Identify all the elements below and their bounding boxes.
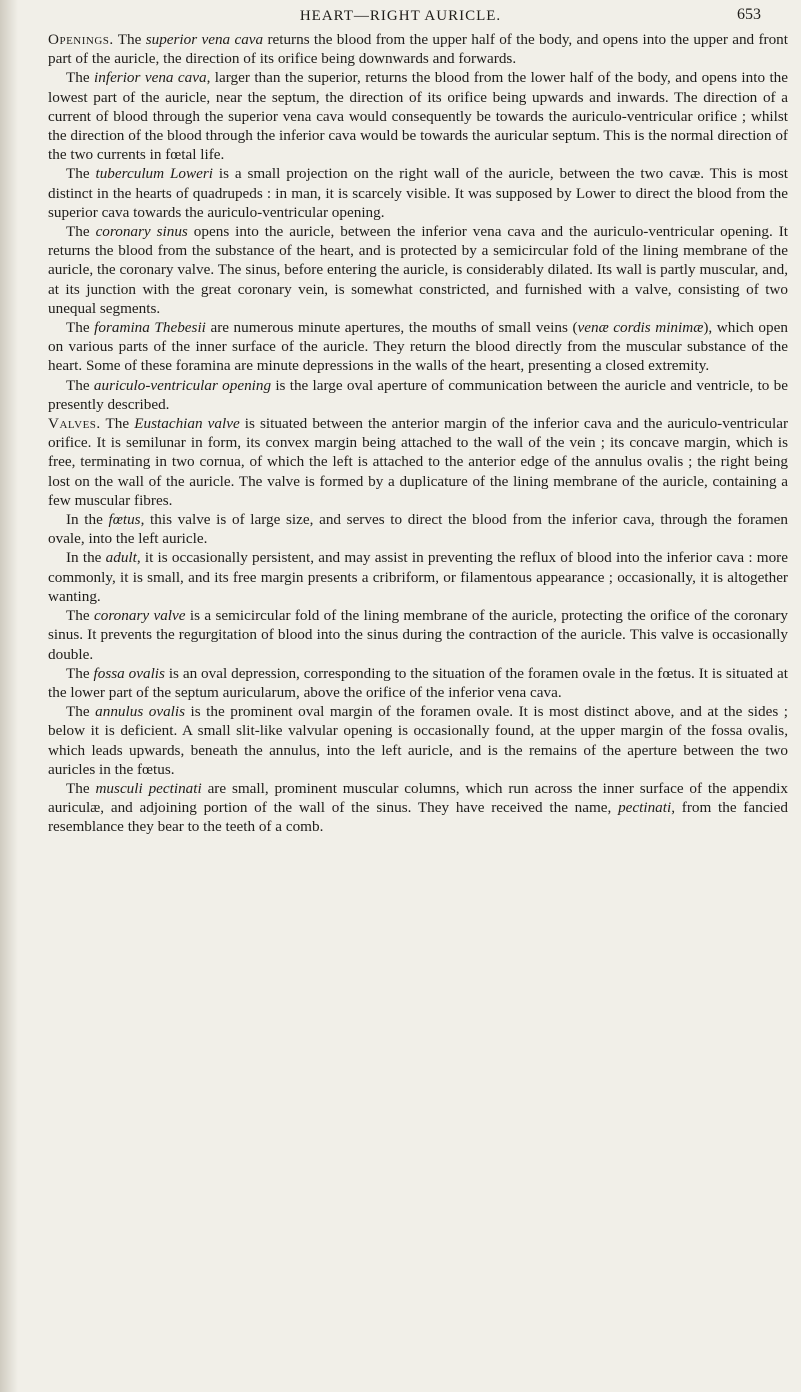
italic-term: Eustachian valve bbox=[134, 415, 240, 433]
text-run: are small, prominent muscular columns, which run across the inner surface of the appendix auriculæ, and adjoining portion of the wall of the sinus. They have received the name, bbox=[48, 779, 788, 817]
text-run: , from the fancied resemblance they bear to the teeth of a comb. bbox=[48, 799, 788, 836]
text-run: The bbox=[66, 607, 94, 625]
text-run: The bbox=[66, 664, 94, 682]
paragraph bbox=[48, 702, 788, 779]
paragraph bbox=[48, 30, 788, 68]
text-run: returns the blood from the upper half of the body, and opens into the upper and front part of the auricle, the direction of its orifice being downwards and forwards. bbox=[48, 31, 788, 68]
text-run: is an oval depression, corresponding to the situation of the foramen ovale in the fœtus. It is situated at the lower part of the septum auricularum, above the orifice of the inferior vena cava. bbox=[48, 664, 788, 701]
paragraph bbox=[48, 414, 788, 510]
binding-shadow bbox=[0, 0, 18, 1392]
italic-term: annulus ovalis bbox=[95, 703, 186, 721]
text-run: are numerous minute apertures, the mouths of small veins ( bbox=[205, 319, 578, 337]
body-text bbox=[48, 30, 788, 837]
text-run: The bbox=[66, 165, 96, 183]
running-head: HEART—RIGHT AURICLE. bbox=[299, 8, 502, 24]
italic-term: fossa ovalis bbox=[93, 664, 165, 682]
paragraph bbox=[48, 376, 788, 414]
italic-term: coronary valve bbox=[93, 607, 186, 625]
text-run: is a small projection on the right wall of the auricle, between the two cavæ. This is most distinct in the hearts of quadrupeds : in man, it is scarcely visible. It was supposed by Lower to direct the blood from the superior cava towards the auriculo-ventricular opening. bbox=[48, 165, 788, 221]
text-run: is the prominent oval margin of the foramen ovale. It is most distinct above, and at the sides ; below it is deficient. A small slit-like valvular opening is occasionally found, at the upper margin of the fossa ovalis, which leads upwards, beneath the annulus, into the left auricle, and is the remains of the aperture between the two auricles in the fœtus. bbox=[48, 703, 788, 778]
italic-term: inferior vena cava bbox=[94, 69, 207, 87]
italic-term: musculi pectinati bbox=[95, 779, 202, 797]
text-run: The bbox=[66, 223, 96, 241]
text-run: In the bbox=[66, 549, 106, 567]
text-run: ), which open on various parts of the inner surface of the auricle. They return the blood directly from the muscular substance of the heart. Some of these foramina are minute depressions in the walls of the heart, presenting a closed extremity. bbox=[48, 319, 788, 375]
paragraph bbox=[48, 779, 788, 837]
text-run: The bbox=[66, 319, 95, 337]
text-run: , this valve is of large size, and serves to direct the blood from the inferior cava, through the foramen ovale, into the left auricle. bbox=[48, 511, 788, 548]
paragraph bbox=[48, 548, 788, 606]
paragraph bbox=[48, 664, 788, 702]
paragraph bbox=[48, 68, 788, 164]
italic-term: foramina Thebesii bbox=[94, 319, 206, 337]
page-header bbox=[40, 6, 761, 28]
text-run: In the bbox=[66, 511, 109, 529]
paragraph bbox=[48, 318, 788, 376]
section-heading: Valves. bbox=[48, 415, 101, 433]
text-run: is the large oval aperture of communication between the auricle and ventricle, to be presently described. bbox=[48, 376, 788, 413]
text-run: The bbox=[113, 31, 146, 48]
italic-term: adult bbox=[105, 549, 137, 567]
italic-term: venæ cordis minimæ bbox=[577, 319, 704, 337]
section-heading: Openings. bbox=[48, 31, 114, 48]
text-run: , it is occasionally persistent, and may assist in preventing the reflux of blood into the inferior cava : more commonly, it is small, and its free margin presents a cribriform, or filamentous appearance ; occasionally, it is altogether wanting. bbox=[48, 549, 788, 605]
paragraph bbox=[48, 606, 788, 664]
italic-term: coronary sinus bbox=[95, 223, 188, 241]
text-run: is situated between the anterior margin of the inferior cava and the auriculo-ventricular orifice. It is semilunar in form, its convex margin being attached to the wall of the vein ; its concave margin, which is free, terminating in two cornua, of which the left is attached to the anterior edge of the annulus ovalis ; the right being lost on the wall of the auricle. The valve is formed by a duplicature of the lining membrane of the auricle, containing a few muscular fibres. bbox=[48, 415, 788, 509]
page-number: 653 bbox=[737, 6, 761, 23]
paragraph bbox=[48, 510, 788, 548]
text-run: The bbox=[66, 376, 94, 394]
italic-term: tuberculum Loweri bbox=[95, 165, 213, 183]
text-run: The bbox=[66, 703, 96, 721]
text-run: , larger than the superior, returns the blood from the lower half of the body, and opens into the lowest part of the auricle, near the septum, the direction of its orifice being upwards and inwards. The direction of a current of blood through the superior vena cava would consequently be towards the auriculo-ventricular orifice ; whilst the direction of the blood through the inferior cava would be towards the auricular septum. This is the normal direction of the two currents in fœtal life. bbox=[48, 69, 788, 164]
italic-term: auriculo-ventricular opening bbox=[93, 376, 272, 394]
text-run: The bbox=[100, 415, 135, 433]
italic-term: pectinati bbox=[618, 799, 672, 817]
text-run: The bbox=[66, 779, 96, 797]
paragraph bbox=[48, 164, 788, 222]
text-run: is a semicircular fold of the lining membrane of the auricle, protecting the orifice of the coronary sinus. It prevents the regurgitation of blood into the sinus during the contraction of the auricle. This valve is occasionally double. bbox=[48, 607, 788, 663]
paragraph bbox=[48, 222, 788, 318]
text-run: opens into the auricle, between the inferior vena cava and the auriculo-ventricular opening. It returns the blood from the substance of the heart, and is protected by a semicircular fold of the lining membrane of the auricle, the coronary valve. The sinus, before entering the auricle, is considerably dilated. Its wall is partly muscular, and, at its junction with the great coronary vein, is somewhat constricted, and furnished with a valve, consisting of two unequal segments. bbox=[48, 223, 789, 317]
italic-term: superior vena cava bbox=[145, 31, 264, 48]
text-run: The bbox=[66, 69, 95, 87]
italic-term: fœtus bbox=[108, 511, 141, 529]
